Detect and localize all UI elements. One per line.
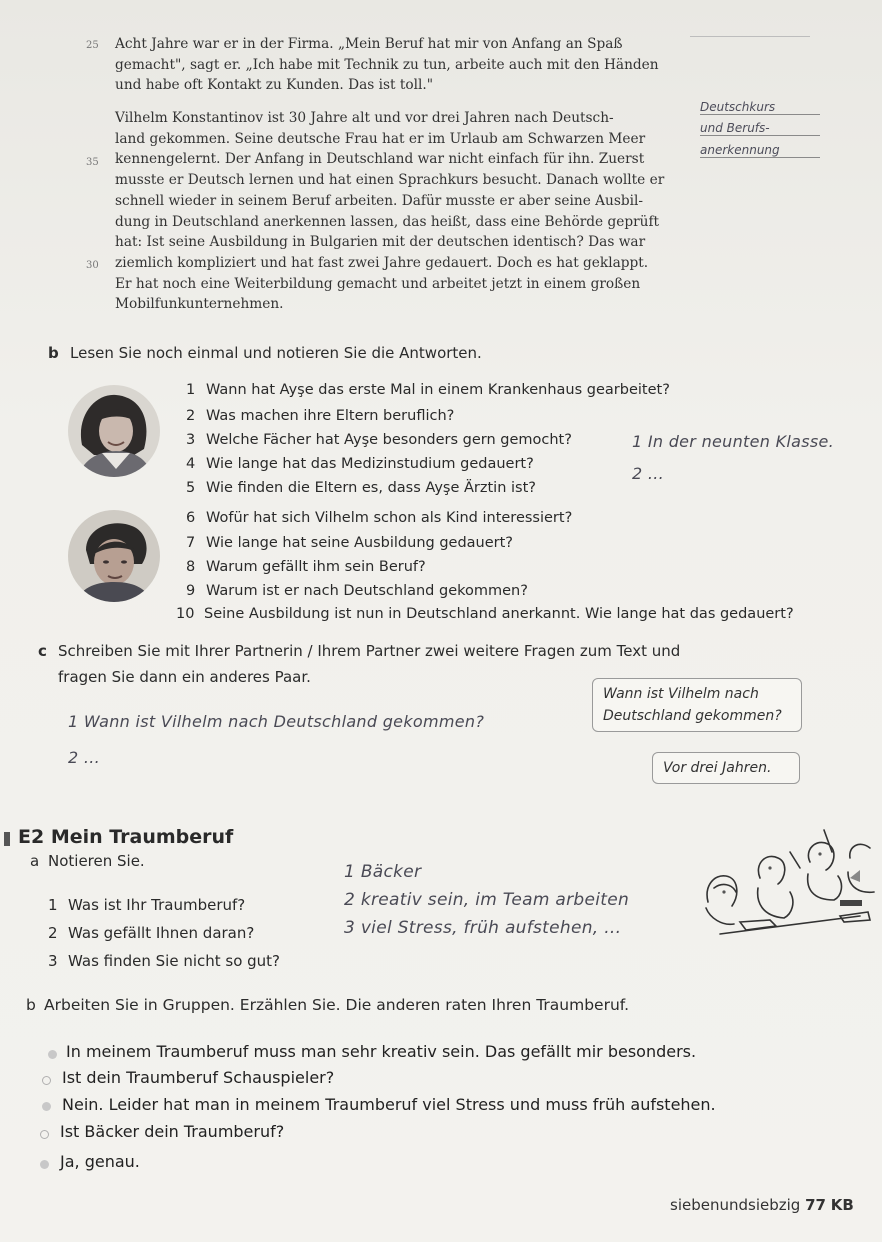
e2-heading: E2 Mein Traumberuf [18, 826, 234, 848]
speaker-a-dot-icon [40, 1160, 49, 1169]
question-6 [186, 510, 572, 526]
handwritten-answer: 3 viel Stress, früh aufstehen, ... [344, 918, 622, 938]
question-text: Was gefällt Ihnen daran? [68, 924, 255, 942]
speaker-a-dot-icon [42, 1102, 51, 1111]
question-text: Wofür hat sich Vilhelm schon als Kind interessiert? [206, 510, 573, 526]
question-number: 5 [186, 480, 196, 496]
section-c-instruction-2: fragen Sie dann ein anderes Paar. [58, 668, 311, 686]
dialog-line-3: Nein. Leider hat man in meinem Traumberuf viel Stress und muss früh aufstehen. [62, 1095, 716, 1114]
speech-bubble-question [592, 678, 802, 732]
handwritten-question: 2 ... [68, 748, 101, 767]
dialog-line-5: Ja, genau. [60, 1152, 140, 1171]
question-number: 10 [176, 606, 195, 622]
e2-a-label: a [30, 852, 40, 870]
story-line: und habe oft Kontakt zu Kunden. Das ist toll." [115, 77, 434, 94]
question-text: Was finden Sie nicht so gut? [68, 952, 281, 970]
portrait-woman-icon [68, 385, 160, 477]
vilhelm-avatar [68, 510, 160, 602]
question-2 [186, 408, 454, 424]
margin-note: und Berufs- [700, 121, 820, 136]
e2-a-instruction: Notieren Sie. [48, 852, 145, 870]
question-number: 2 [48, 924, 58, 942]
e2-b-instruction: Arbeiten Sie in Gruppen. Erzählen Sie. Die anderen raten Ihren Traumberuf. [44, 996, 630, 1014]
handwritten-answer: 1 Bäcker [344, 862, 422, 882]
bubble-text: Vor drei Jahren. [663, 760, 772, 776]
story-line: gemacht", sagt er. „Ich habe mit Technik zu tun, arbeite auch mit den Händen [115, 56, 659, 73]
ayse-avatar [68, 385, 160, 477]
bubble-text: Deutschland gekommen? [603, 708, 782, 724]
handwritten-question: 1 Wann ist Vilhelm nach Deutschland gekommen? [68, 712, 485, 731]
question-10 [176, 606, 794, 622]
section-c-instruction-1: Schreiben Sie mit Ihrer Partnerin / Ihrem Partner zwei weitere Fragen zum Text und [58, 642, 681, 660]
question-text: Wie finden die Eltern es, dass Ayşe Ärztin ist? [206, 480, 536, 496]
question-5 [186, 480, 536, 496]
question-1 [186, 382, 670, 398]
story-line: Acht Jahre war er in der Firma. „Mein Beruf hat mir von Anfang an Spaß [115, 36, 623, 52]
story-line: musste er Deutsch lernen und hat einen Sprachkurs besucht. Danach wollte er [115, 172, 665, 189]
line-number: 30 [86, 260, 99, 271]
story-line: kennengelernt. Der Anfang in Deutschland war nicht einfach für ihn. Zuerst [115, 151, 645, 168]
handwritten-answer: 2 ... [632, 464, 665, 483]
question-number: 4 [186, 456, 196, 472]
question-7 [186, 535, 513, 551]
line-number: 25 [86, 40, 99, 51]
line-number: 35 [86, 157, 99, 168]
e2-question-2 [48, 924, 254, 942]
question-text: Wie lange hat seine Ausbildung gedauert? [206, 535, 513, 551]
e2-question-1 [48, 896, 245, 914]
portrait-man-icon [68, 510, 160, 602]
margin-rule [690, 36, 810, 37]
story-line: hat: Ist seine Ausbildung in Bulgarien mit der deutschen identisch? Das war [115, 234, 646, 251]
handwritten-answer: 2 kreativ sein, im Team arbeiten [344, 890, 630, 910]
e2-question-3 [48, 952, 280, 970]
story-line: Vilhelm Konstantinov ist 30 Jahre alt und vor drei Jahren nach Deutsch- [115, 110, 614, 126]
question-number: 8 [186, 559, 196, 575]
question-number: 1 [48, 896, 58, 914]
question-9 [186, 583, 528, 599]
story-line: Mobilfunkunternehmen. [115, 296, 284, 313]
section-b-instruction: Lesen Sie noch einmal und notieren Sie die Antworten. [70, 344, 482, 362]
story-line: dung in Deutschland anerkennen lassen, das heißt, dass eine Behörde geprüft [115, 213, 660, 230]
question-text: Was ist Ihr Traumberuf? [68, 896, 246, 914]
story-line: land gekommen. Seine deutsche Frau hat er im Urlaub am Schwarzen Meer [115, 130, 646, 147]
handwritten-answer: 1 In der neunten Klasse. [632, 432, 835, 451]
question-number: 7 [186, 535, 196, 551]
question-number: 6 [186, 510, 196, 526]
dialog-line-1: In meinem Traumberuf muss man sehr kreativ sein. Das gefällt mir besonders. [66, 1042, 697, 1061]
question-3 [186, 432, 572, 448]
story-paragraph-1 [115, 34, 675, 96]
speaker-b-circle-icon [40, 1130, 49, 1139]
question-text: Warum gefällt ihm sein Beruf? [206, 559, 426, 575]
question-text: Warum ist er nach Deutschland gekommen? [206, 583, 528, 599]
question-number: 9 [186, 583, 196, 599]
question-number: 3 [48, 952, 58, 970]
dialog-line-2: Ist dein Traumberuf Schauspieler? [62, 1068, 335, 1087]
story-line: Er hat noch eine Weiterbildung gemacht und arbeitet jetzt in einem großen [115, 275, 641, 292]
section-marker [4, 832, 10, 846]
page-number-word: siebenundsiebzig [670, 1196, 801, 1214]
dialog-line-4: Ist Bäcker dein Traumberuf? [60, 1122, 285, 1141]
story-line: schnell wieder in seinem Beruf arbeiten. Dafür musste er aber seine Ausbil- [115, 192, 644, 209]
speaker-b-circle-icon [42, 1076, 51, 1085]
story-paragraph-2 [115, 108, 675, 315]
question-text: Wann hat Ayşe das erste Mal in einem Krankenhaus gearbeitet? [206, 382, 670, 398]
margin-note: Deutschkurs [700, 100, 820, 115]
question-number: 2 [186, 408, 196, 424]
question-text: Welche Fächer hat Ayşe besonders gern gemocht? [206, 432, 572, 448]
page-number: 77 [805, 1196, 826, 1214]
section-label-c: c [38, 642, 47, 660]
story-line: ziemlich kompliziert und hat fast zwei Jahre gedauert. Doch es hat geklappt. [115, 254, 649, 271]
speaker-a-dot-icon [48, 1050, 57, 1059]
group-discussion-illustration [700, 822, 876, 942]
question-number: 3 [186, 432, 196, 448]
section-label-b: b [48, 344, 59, 362]
book-code: KB [830, 1196, 854, 1214]
question-4 [186, 456, 534, 472]
question-8 [186, 559, 426, 575]
margin-note: anerkennung [700, 143, 820, 158]
bubble-text: Wann ist Vilhelm nach [603, 686, 759, 702]
page-footer [670, 1196, 854, 1214]
question-text: Seine Ausbildung ist nun in Deutschland anerkannt. Wie lange hat das gedauert? [204, 606, 794, 622]
speech-bubble-answer [652, 752, 800, 784]
question-number: 1 [186, 382, 196, 398]
question-text: Was machen ihre Eltern beruflich? [206, 408, 455, 424]
e2-b-label: b [26, 996, 36, 1014]
question-text: Wie lange hat das Medizinstudium gedauert? [206, 456, 534, 472]
people-at-table-icon [700, 822, 876, 942]
